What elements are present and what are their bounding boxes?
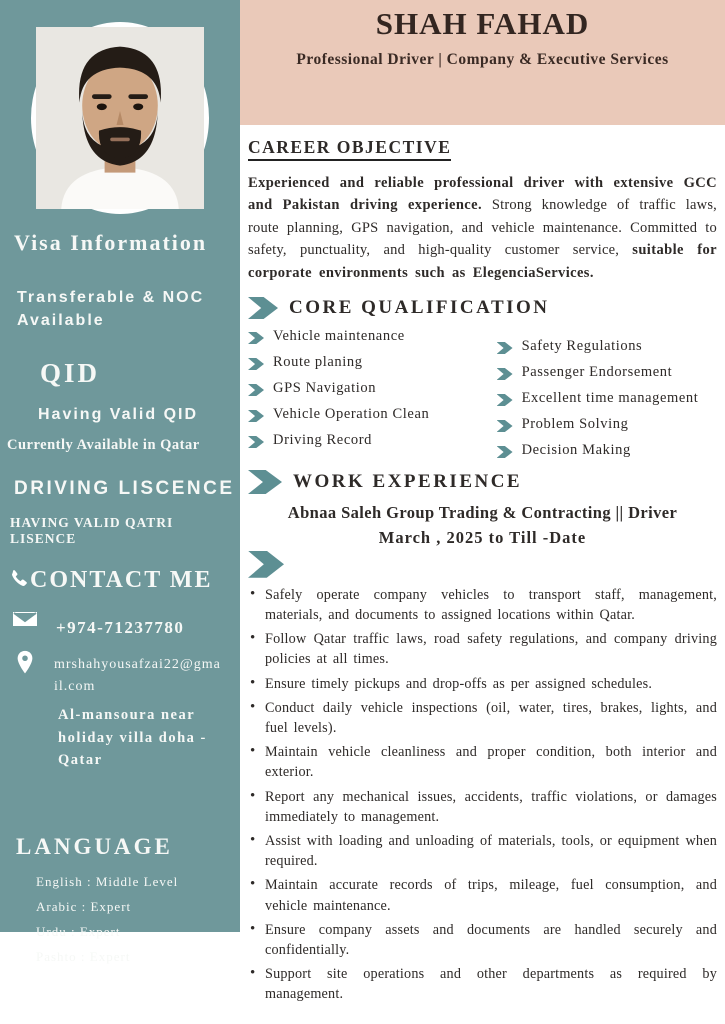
qualification-item: Vehicle maintenance <box>248 328 497 345</box>
license-detail: HAVING VALID QATRI LISENCE <box>10 514 174 546</box>
duty-item: • Ensure company assets and documents are handled securely and confidentially. <box>248 920 717 960</box>
email-address: mrshahyousafzai22@gmail.com <box>54 656 221 694</box>
chevron-arrow-icon <box>248 297 278 319</box>
visa-section-title: Visa Information <box>14 230 208 255</box>
objective-bold-lead: Experienced and reliable professional driver with extensive GCC and Pakistan driving experience. <box>248 175 717 214</box>
duty-item: • Assist with loading and unloading of materials, tools, or equipment when required. <box>248 831 717 871</box>
core-qualification-header <box>248 297 717 319</box>
address: Al-mansoura near holiday villa doha -Qatar <box>58 707 207 769</box>
pin-icon <box>10 650 40 676</box>
qualification-item: Passenger Endorsement <box>497 364 717 381</box>
core-qualification-section <box>248 297 717 468</box>
employer-and-role: Abnaa Saleh Group Trading & Contracting || Driver <box>287 503 678 523</box>
objective-bold-tail: suitable for corporate environments such as ElegenciaServices. <box>248 242 717 281</box>
duty-item: • Maintain vehicle cleanliness and proper condition, both interior and exterior. <box>248 742 717 782</box>
duty-item: • Report any mechanical issues, accidents, traffic violations, or damages immediately to management. <box>248 787 717 827</box>
language-list <box>36 874 240 965</box>
envelope-icon <box>10 606 40 632</box>
avatar <box>36 27 204 209</box>
chevron-arrow-icon <box>248 470 282 494</box>
phone-icon <box>6 567 32 593</box>
language-section-title: LANGUAGE <box>16 833 173 859</box>
chevron-bullet-icon <box>497 342 513 354</box>
contact-section-header <box>6 567 240 594</box>
qualification-list-left <box>248 328 497 468</box>
duty-item: • Follow Qatar traffic laws, road safety regulations, and company driving policies at all times. <box>248 629 717 669</box>
chevron-bullet-icon <box>497 420 513 432</box>
duty-item: • Maintain accurate records of trips, mileage, fuel consumption, and vehicle maintenance. <box>248 875 717 915</box>
qualification-columns <box>248 328 717 468</box>
chevron-bullet-icon <box>248 358 264 370</box>
core-qualification-title: CORE QUALIFICATION <box>289 297 550 319</box>
chevron-bullet-icon <box>248 410 264 422</box>
work-experience-section <box>248 470 717 1005</box>
qualification-item: Excellent time management <box>497 390 717 407</box>
chevron-bullet-icon <box>497 446 513 458</box>
profile-photo <box>31 22 209 214</box>
qualification-item: GPS Navigation <box>248 380 497 397</box>
sidebar <box>0 0 240 964</box>
work-experience-header <box>248 470 717 494</box>
header-banner <box>240 0 725 125</box>
contact-email-row <box>10 650 240 699</box>
qualification-item: Route planing <box>248 354 497 371</box>
qid-section-title: QID <box>40 358 101 389</box>
availability-note: Currently Available in Qatar <box>7 436 200 453</box>
candidate-title: Professional Driver | Company & Executive Services <box>296 51 669 68</box>
chevron-bullet-icon <box>248 436 264 448</box>
qualification-item: Problem Solving <box>497 416 717 433</box>
language-item: Urdu : Expert <box>36 923 121 939</box>
language-item: Arabic : Expert <box>36 898 132 914</box>
language-item: English : Middle Level <box>36 873 179 889</box>
work-experience-title: WORK EXPERIENCE <box>293 471 523 493</box>
contact-section-title: CONTACT ME <box>30 566 213 593</box>
qualification-item: Driving Record <box>248 432 497 449</box>
phone-number: +974-71237780 <box>56 617 185 637</box>
duty-item: • Support site operations and other departments as required by management. <box>248 964 717 1004</box>
visa-detail: Transferable & NOC Available <box>17 289 205 330</box>
qualification-item: Safety Regulations <box>497 338 717 355</box>
license-section-title: DRIVING LISCENCE <box>14 477 235 499</box>
objective-body: Strong knowledge of traffic laws, route planning, GPS navigation, and vehicle maintenance. Committed to safety, punctuality, and high-quality customer service, <box>248 197 718 259</box>
career-objective-text <box>248 172 717 284</box>
employment-dates: March , 2025 to Till -Date <box>378 527 587 547</box>
chevron-bullet-icon <box>248 384 264 396</box>
main-content <box>240 125 725 1024</box>
chevron-bullet-icon <box>497 368 513 380</box>
chevron-arrow-icon <box>248 551 284 578</box>
qualification-item: Vehicle Operation Clean <box>248 406 497 423</box>
candidate-name: SHAH FAHAD <box>375 6 590 41</box>
duty-item: • Ensure timely pickups and drop-offs as per assigned schedules. <box>248 674 717 694</box>
contact-phone-row <box>10 606 240 638</box>
language-item: Pashto : Expert <box>36 948 131 964</box>
qualification-list-right <box>497 328 717 468</box>
experience-duties-list <box>248 585 717 1005</box>
duty-item: • Conduct daily vehicle inspections (oil, water, tires, brakes, lights, and fuel levels). <box>248 698 717 738</box>
qualification-item: Decision Making <box>497 442 717 459</box>
chevron-bullet-icon <box>248 332 264 344</box>
career-objective-section <box>248 137 717 284</box>
chevron-bullet-icon <box>497 394 513 406</box>
career-objective-title: CAREER OBJECTIVE <box>248 137 451 161</box>
duty-item: • Safely operate company vehicles to transport staff, management, materials, and documents to assigned locations within Qatar. <box>248 585 717 625</box>
qid-detail: Having Valid QID <box>38 406 199 424</box>
